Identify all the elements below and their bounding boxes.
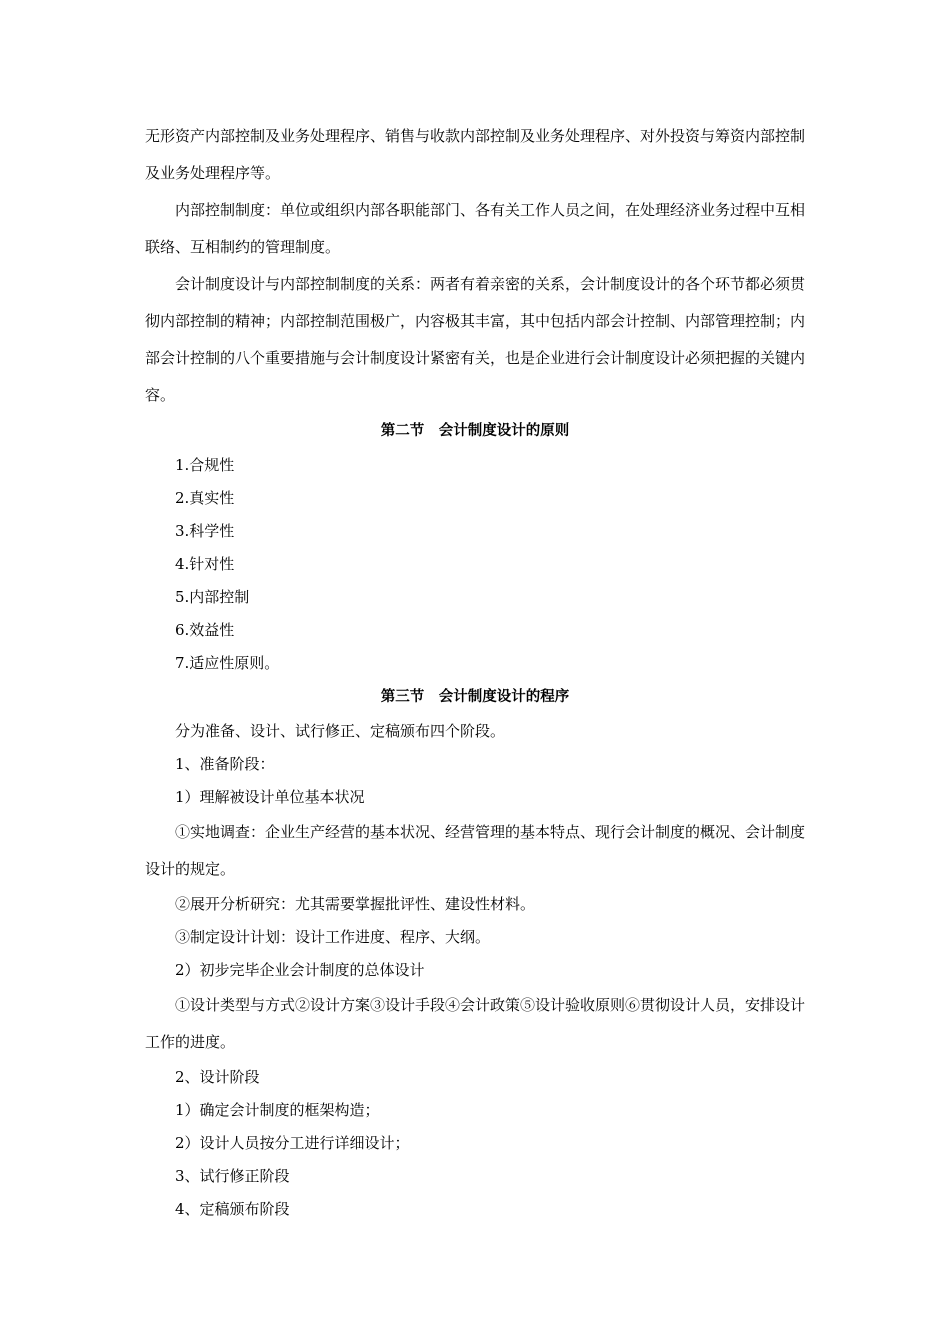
- procedure-line: 2）初步完毕企业会计制度的总体设计: [175, 961, 425, 979]
- paragraph-relationship: [145, 266, 805, 414]
- procedure-line: ③制定设计计划：设计工作进度、程序、大纲。: [175, 928, 491, 946]
- list-item: 3.科学性: [175, 522, 235, 540]
- paragraph-text: 无形资产内部控制及业务处理程序、销售与收款内部控制及业务处理程序、对外投资与筹资内部控制及业务处理程序等。: [145, 127, 806, 182]
- procedure-line: 1）确定会计制度的框架构造；: [175, 1101, 380, 1119]
- paragraph-text: 会计制度设计与内部控制制度的关系：两者有着亲密的关系，会计制度设计的各个环节都必须贯彻内部控制的精神；内部控制范围极广，内容极其丰富，其中包括内部会计控制、内部管理控制；内部会计控制的八个重要措施与会计制度设计紧密有关，也是企业进行会计制度设计必须把握的关键内容。: [145, 275, 806, 404]
- section-heading-procedure: 第三节 会计制度设计的程序: [380, 689, 570, 705]
- list-item: 4.针对性: [175, 555, 235, 573]
- list-item: 5.内部控制: [175, 588, 250, 606]
- procedure-line: 2）设计人员按分工进行详细设计；: [175, 1134, 410, 1152]
- list-item: 7.适应性原则。: [175, 654, 280, 672]
- paragraph-intro-1: [145, 118, 805, 192]
- paragraph-internal-control: [145, 192, 805, 266]
- list-item: 6.效益性: [175, 621, 235, 639]
- principles-list: [145, 449, 805, 680]
- procedure-content: [145, 715, 805, 1226]
- procedure-line: 2、设计阶段: [175, 1068, 260, 1086]
- procedure-line: ①设计类型与方式②设计方案③设计手段④会计政策⑤设计验收原则⑥贯彻设计人员，安排设计工作的进度。: [145, 996, 806, 1051]
- list-item: 1.合规性: [175, 456, 235, 474]
- list-item: 2.真实性: [175, 489, 235, 507]
- paragraph-text: 内部控制制度：单位或组织内部各职能部门、各有关工作人员之间，在处理经济业务过程中互相联络、互相制约的管理制度。: [145, 201, 806, 256]
- procedure-line: ①实地调查：企业生产经营的基本状况、经营管理的基本特点、现行会计制度的概况、会计制度设计的规定。: [145, 823, 806, 878]
- procedure-line: 1、准备阶段：: [175, 755, 275, 773]
- section-heading-principles: 第二节 会计制度设计的原则: [380, 423, 570, 439]
- procedure-line: 1）理解被设计单位基本状况: [175, 788, 365, 806]
- procedure-line: 4、定稿颁布阶段: [175, 1200, 290, 1218]
- document-page: [145, 118, 805, 1226]
- procedure-line: 分为准备、设计、试行修正、定稿颁布四个阶段。: [175, 722, 506, 740]
- procedure-line: 3、试行修正阶段: [175, 1167, 290, 1185]
- procedure-line: ②展开分析研究：尤其需要掌握批评性、建设性材料。: [175, 895, 536, 913]
